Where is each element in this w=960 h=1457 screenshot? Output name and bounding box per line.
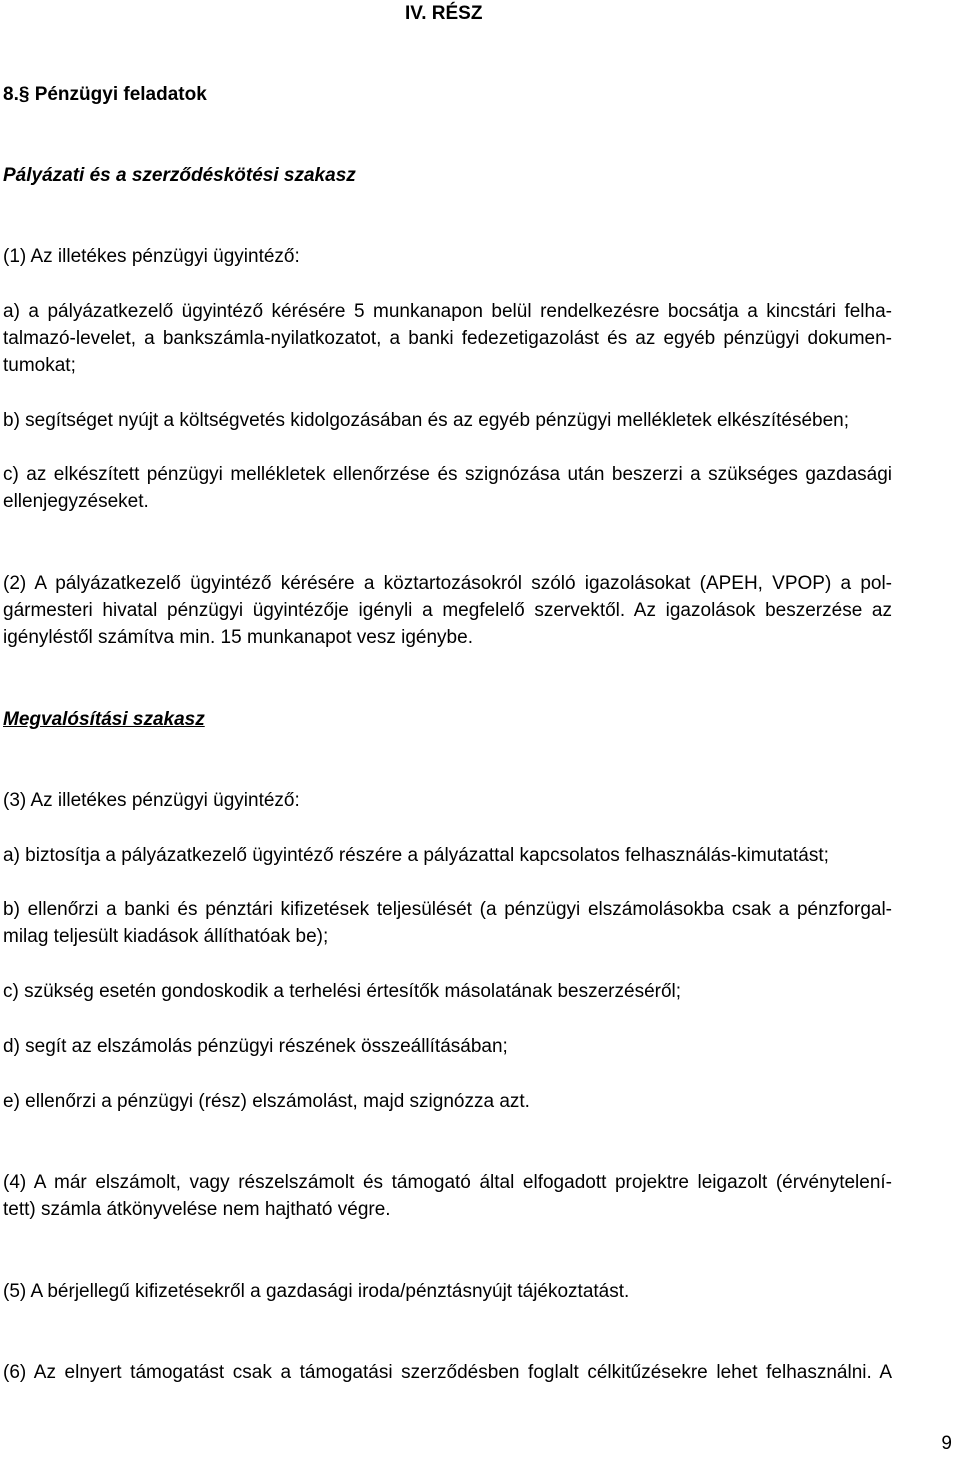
phase1-title: Pályázati és a szerződéskötési szakasz <box>3 165 356 186</box>
part-heading: IV. RÉSZ <box>405 3 483 24</box>
section-title: 8.§ Pénzügyi feladatok <box>3 84 207 105</box>
p1-a-line-3: tumokat; <box>3 355 76 376</box>
p1-a-line-2: talmazó-levelet, a bankszámla-nyilatkozatot, a banki fedezetigazolást és az egyéb pénzügyi dokumen- <box>3 328 892 349</box>
p3-c: c) szükség esetén gondoskodik a terhelési értesítők másolatának beszerzéséről; <box>3 981 682 1002</box>
p3-b-line-1: b) ellenőrzi a banki és pénztári kifizetések teljesülését (a pénzügyi elszámolásokba csak a pénzforgal- <box>3 899 892 920</box>
p1-c-line-1: c) az elkészített pénzügyi mellékletek ellenőrzése és szignózása után beszerzi a szükséges gazdasági <box>3 464 892 485</box>
p1-b: b) segítséget nyújt a költségvetés kidolgozásában és az egyéb pénzügyi mellékletek elkészítésében; <box>3 410 850 431</box>
p5: (5) A bérjellegű kifizetésekről a gazdasági iroda/pénztásnyújt tájékoztatást. <box>3 1281 630 1302</box>
p6-line-1: (6) Az elnyert támogatást csak a támogatási szerződésben foglalt célkitűzésekre lehet felhasználni. A <box>3 1362 892 1383</box>
p1-c-line-2: ellenjegyzéseket. <box>3 491 149 512</box>
phase2-title: Megvalósítási szakasz <box>3 709 205 730</box>
p3-intro: (3) Az illetékes pénzügyi ügyintéző: <box>3 790 300 811</box>
p1-a-line-1: a) a pályázatkezelő ügyintéző kérésére 5 munkanapon belül rendelkezésre bocsátja a kincstári felha- <box>3 301 892 322</box>
page-number: 9 <box>941 1433 952 1454</box>
p4-line-1: (4) A már elszámolt, vagy részelszámolt és támogató által elfogadott projektre leigazolt (érvénytelení- <box>3 1172 892 1193</box>
p3-b-line-2: milag teljesült kiadások állíthatóak be); <box>3 926 329 947</box>
p4-line-2: tett) számla átkönyvelése nem hajtható végre. <box>3 1199 391 1220</box>
p1-intro: (1) Az illetékes pénzügyi ügyintéző: <box>3 246 300 267</box>
p2-line-2: gármesteri hivatal pénzügyi ügyintézője igényli a megfelelő szervektől. Az igazolások beszerzése az <box>3 600 892 621</box>
p3-d: d) segít az elszámolás pénzügyi részének összeállításában; <box>3 1036 508 1057</box>
p2-line-3: igényléstől számítva min. 15 munkanapot vesz igénybe. <box>3 627 473 648</box>
p3-e: e) ellenőrzi a pénzügyi (rész) elszámolást, majd szignózza azt. <box>3 1091 530 1112</box>
p2-line-1: (2) A pályázatkezelő ügyintéző kérésére a köztartozásokról szóló igazolásokat (APEH, VPOP) a pol- <box>3 573 892 594</box>
p3-a: a) biztosítja a pályázatkezelő ügyintéző részére a pályázattal kapcsolatos felhasználás-kimutatást; <box>3 845 829 866</box>
